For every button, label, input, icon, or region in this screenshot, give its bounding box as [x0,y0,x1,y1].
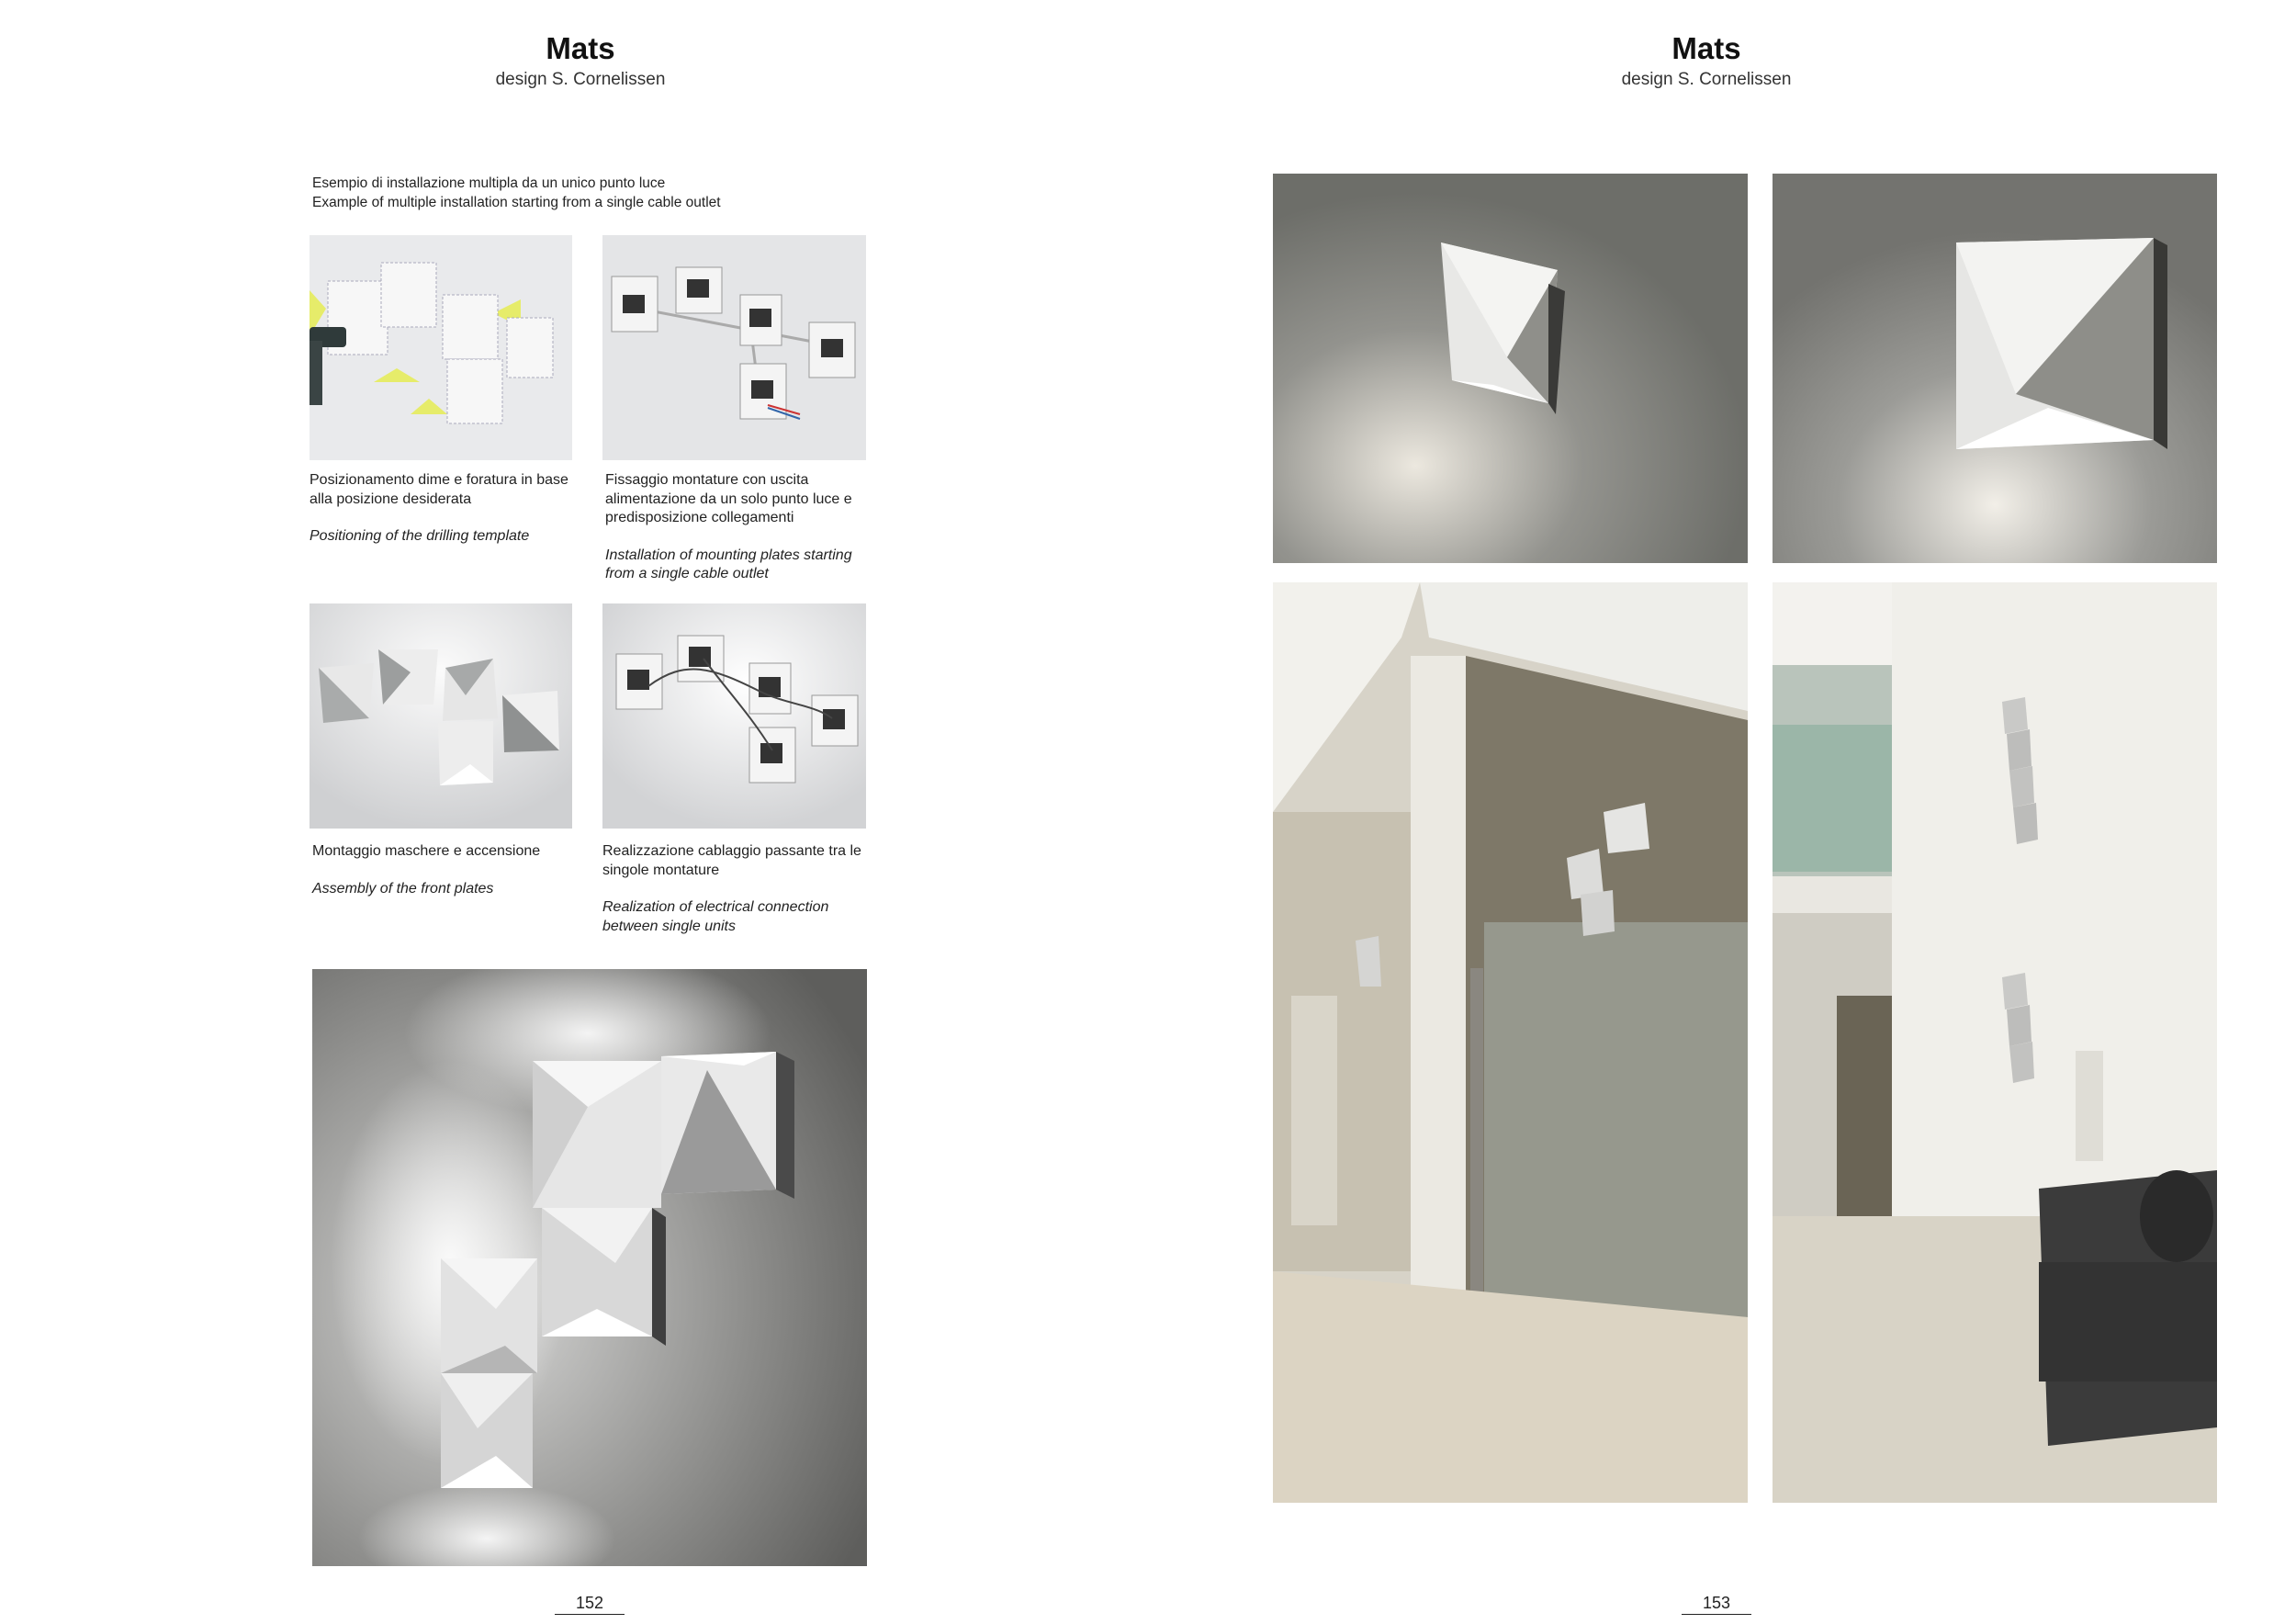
step-1-caption [310,471,585,547]
step-2-caption [605,471,872,584]
step-4-english: Realization of electrical connection between single units [602,899,829,934]
step-4-caption [602,842,869,936]
interior-glass-wall-photo [1273,582,1748,1503]
left-page-title: Mats [546,31,615,65]
lamp-cluster-photo [312,969,867,1566]
left-page-number: 152 [555,1594,625,1615]
step-2-italian: Fissaggio montature con uscita alimentazione da un solo punto luce e predisposizione collegamenti [605,472,852,525]
right-page-number: 153 [1682,1594,1751,1615]
right-page-title: Mats [1671,31,1741,65]
step-1-english: Positioning of the drilling template [310,528,530,544]
step-3-english: Assembly of the front plates [312,880,494,897]
single-lamp-front-photo [1773,174,2217,563]
step-1-photo [310,235,572,460]
intro-italian: Esempio di installazione multipla da un unico punto luce [312,175,666,191]
interior-sofa-photo [1773,582,2217,1503]
step-1-italian: Posizionamento dime e foratura in base alla posizione desiderata [310,472,568,507]
intro-english: Example of multiple installation starting from a single cable outlet [312,195,721,210]
single-lamp-side-photo [1273,174,1748,563]
right-page-subtitle: design S. Cornelissen [1621,70,1792,89]
step-4-italian: Realizzazione cablaggio passante tra le singole montature [602,843,861,878]
step-3-italian: Montaggio maschere e accensione [312,843,541,859]
intro-text [312,174,863,212]
step-2-english: Installation of mounting plates starting from a single cable outlet [605,547,852,581]
step-2-photo [602,235,866,460]
step-3-photo [310,603,572,829]
step-4-photo [602,603,866,829]
step-3-caption [312,842,579,898]
left-page-subtitle: design S. Cornelissen [495,70,666,89]
